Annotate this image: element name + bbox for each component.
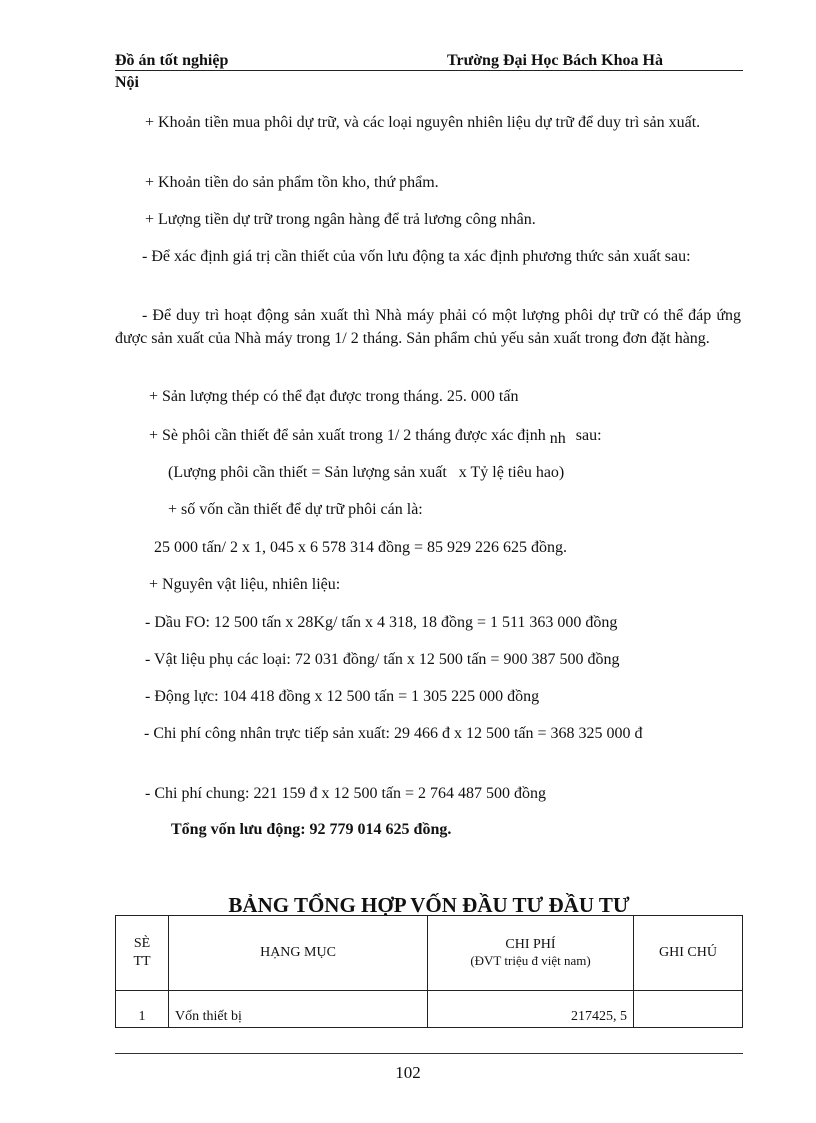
total-working-capital: Tổng vốn lưu động: 92 779 014 625 đồng.	[171, 821, 452, 838]
paragraph-7-fragment: nh	[549, 430, 566, 447]
paragraph-7-end: sau:	[575, 427, 602, 444]
paragraph-10: 25 000 tấn/ 2 x 1, 045 x 6 578 314 đồng = 85 929 226 625 đồng.	[154, 539, 568, 556]
paragraph-7-main: + Sè phôi cần thiết để sản xuất trong 1/ 2 tháng được xác định	[149, 427, 546, 444]
header-right: Trường Đại Học Bách Khoa Hà	[447, 52, 663, 69]
paragraph-11: + Nguyên vật liệu, nhiên liệu:	[149, 576, 341, 593]
header-note: GHI CHÚ	[634, 916, 743, 991]
investment-summary-table	[115, 915, 743, 1028]
header-continuation: Nội	[115, 74, 139, 91]
paragraph-9: + số vốn cần thiết để dự trữ phôi cán là:	[168, 501, 423, 518]
header-stt	[116, 916, 169, 991]
row-stt: 1	[116, 991, 169, 1028]
header-item: HẠNG MỤC	[169, 916, 428, 991]
header-left: Đồ án tốt nghiệp	[115, 52, 229, 69]
header-cost-unit: (ĐVT triệu đ việt nam)	[470, 953, 591, 968]
paragraph-3: + Lượng tiền dự trữ trong ngân hàng để trả lương công nhân.	[145, 211, 536, 228]
paragraph-14: - Động lực: 104 418 đồng x 12 500 tấn = 1 305 225 000 đồng	[145, 688, 540, 705]
header-stt-label: SÈ TT	[133, 936, 151, 969]
row-cost: 217425, 5	[428, 991, 634, 1028]
paragraph-8: (Lượng phôi cần thiết = Sản lượng sản xuất x Tỷ lệ tiêu hao)	[168, 464, 565, 481]
paragraph-1: + Khoản tiền mua phôi dự trữ, và các loại nguyên nhiên liệu dự trữ để duy trì sản xuất.	[145, 114, 701, 131]
paragraph-4: - Để xác định giá trị cần thiết của vốn lưu động ta xác định phương thức sản xuất sau:	[142, 248, 691, 265]
table-title: BẢNG TỔNG HỢP VỐN ĐẦU TƯ ĐẦU TƯ	[228, 893, 630, 917]
table-header-row	[116, 916, 743, 991]
paragraph-12: - Dầu FO: 12 500 tấn x 28Kg/ tấn x 4 318, 18 đồng = 1 511 363 000 đồng	[145, 614, 618, 631]
table-row	[116, 991, 743, 1028]
header-cost	[428, 916, 634, 991]
paragraph-6: + Sản lượng thép có thể đạt được trong tháng. 25. 000 tấn	[149, 388, 519, 405]
footer-rule	[115, 1053, 743, 1054]
paragraph-16: - Chi phí chung: 221 159 đ x 12 500 tấn = 2 764 487 500 đồng	[145, 785, 547, 802]
paragraph-5: - Để duy trì hoạt động sản xuất thì Nhà máy phải có một lượng phôi dự trữ có thể đáp ứng được sản xuất của Nhà máy trong 1/ 2 tháng. Sản phẩm chủ yếu sản xuất trong đơn đặt hàng.	[115, 307, 741, 347]
page-header	[115, 50, 743, 71]
header-cost-main: CHI PHÍ	[505, 937, 556, 952]
paragraph-15: - Chi phí công nhân trực tiếp sản xuất: 29 466 đ x 12 500 tấn = 368 325 000 đ	[144, 725, 643, 742]
row-note	[634, 991, 743, 1028]
paragraph-7	[149, 424, 602, 447]
paragraph-2: + Khoản tiền do sản phẩm tồn kho, thứ phẩm.	[145, 174, 439, 191]
page-number: 102	[395, 1063, 421, 1082]
paragraph-13: - Vật liệu phụ các loại: 72 031 đồng/ tấn x 12 500 tấn = 900 387 500 đồng	[145, 651, 620, 668]
row-item: Vốn thiết bị	[169, 991, 428, 1028]
